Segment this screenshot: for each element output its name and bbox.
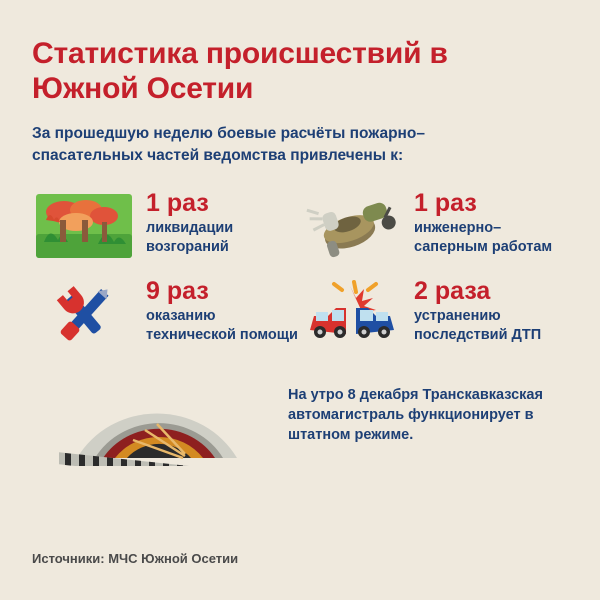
stat-desc: инженерно– саперным работам (414, 219, 553, 255)
stat-rows (32, 190, 568, 350)
stat-desc: оказанию технической помощи (146, 307, 298, 343)
stat-count: 1 раз (146, 188, 209, 217)
stat-count: 9 раз (146, 276, 209, 305)
page-subtitle: За прошедшую неделю боевые расчёты пожарно–спасательных частей ведомства привлечены к: (32, 124, 425, 165)
tunnel-note (32, 366, 568, 466)
stat-item-demining (300, 190, 568, 262)
stat-count: 1 раз (414, 188, 477, 217)
stat-text (146, 190, 300, 256)
stat-count: 2 раза (414, 276, 491, 305)
stat-row (32, 190, 568, 262)
stat-item-road-accident (300, 278, 568, 350)
stat-item-fire (32, 190, 300, 262)
landmine-icon (300, 190, 404, 262)
stat-desc: устранению последствий ДТП (414, 307, 542, 343)
stat-desc: ликвидации возгораний (146, 219, 234, 255)
stat-text (414, 278, 568, 344)
stat-item-technical-help (32, 278, 300, 350)
tunnel-note-text: На утро 8 декабря Транскавказская автомагистраль функционирует в штатном режиме. (288, 387, 543, 443)
page-title: Статистика происшествий в Южной Осетии (32, 37, 448, 106)
wrench-screwdriver-icon (32, 278, 136, 350)
car-crash-icon (300, 278, 404, 350)
burning-forest-icon (32, 190, 136, 262)
source-line: Источники: МЧС Южной Осетии (32, 551, 239, 566)
stat-text (414, 190, 568, 256)
stat-row (32, 278, 568, 350)
tunnel-icon (32, 366, 282, 466)
stat-text (146, 278, 300, 344)
